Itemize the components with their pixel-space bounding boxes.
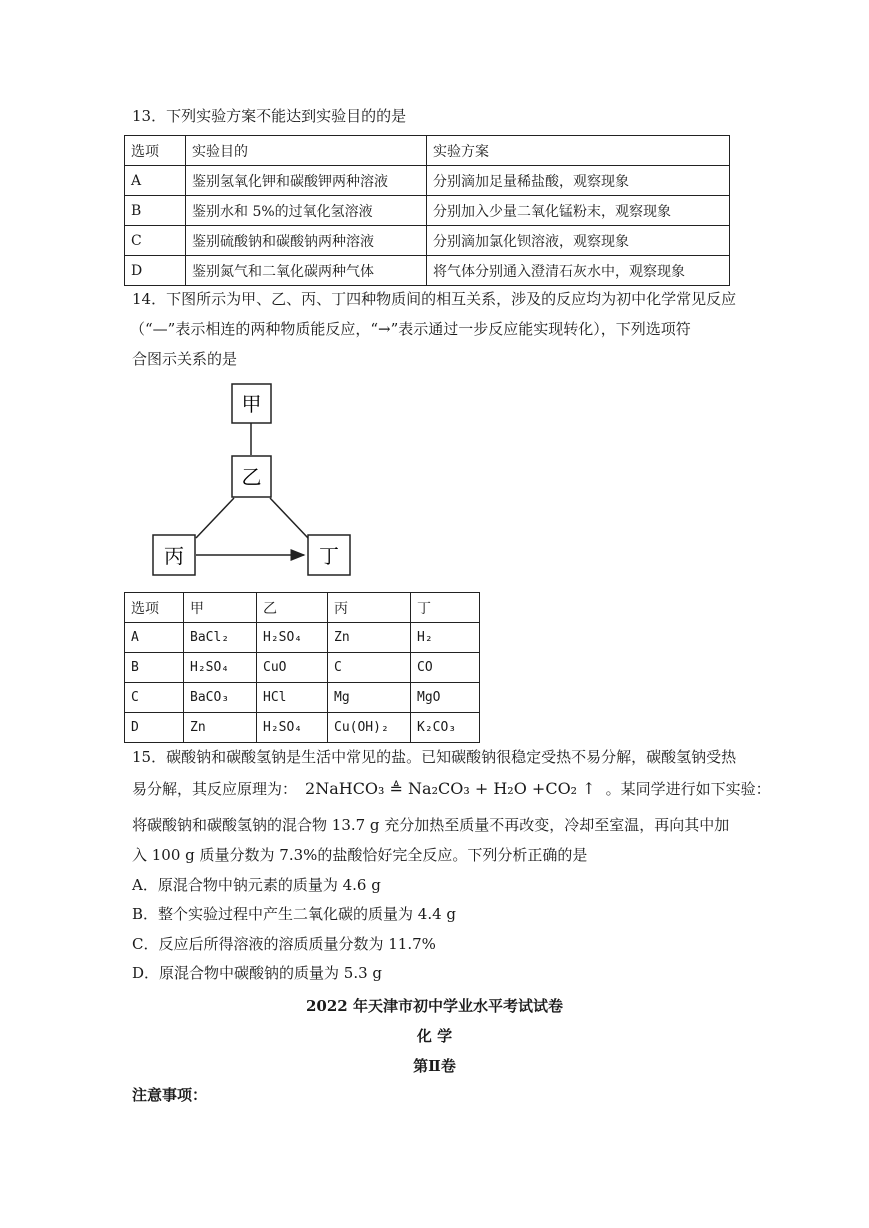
connector-yi-bing	[196, 498, 234, 538]
table-cell: 将气体分别通入澄清石灰水中，观察现象	[427, 256, 730, 286]
q14-line2: （“—”表示相连的两种物质能反应，“→”表示通过一步反应能实现转化），下列选项符	[130, 320, 691, 338]
table-header-cell: 丙	[328, 593, 411, 623]
table-cell: C	[125, 683, 184, 713]
q15-option-b: B．整个实验过程中产生二氧化碳的质量为 4.4 g	[132, 905, 457, 923]
table-cell: B	[125, 653, 184, 683]
table-row	[125, 196, 730, 226]
table-cell: BaCO₃	[184, 683, 257, 713]
reaction-equation: 2NaHCO₃ ≜ Na₂CO₃ + H₂O +CO₂ ↑	[305, 779, 596, 798]
table-cell: H₂SO₄	[257, 623, 328, 653]
table-cell: Zn	[184, 713, 257, 743]
table-cell: HCl	[257, 683, 328, 713]
table-row	[125, 653, 480, 683]
table-cell: 分别滴加氯化钡溶液，观察现象	[427, 226, 730, 256]
q15-line2-pre: 易分解，其反应原理为：	[132, 780, 298, 798]
table-row	[125, 713, 480, 743]
table-cell: D	[125, 713, 184, 743]
table-cell: 鉴别氮气和二氧化碳两种气体	[186, 256, 427, 286]
table-header-row	[125, 136, 730, 166]
table-cell: 鉴别水和 5%的过氧化氢溶液	[186, 196, 427, 226]
q14-table	[124, 592, 480, 743]
table-cell: C	[328, 653, 411, 683]
q13-title: 13．下列实验方案不能达到实验目的的是	[132, 107, 407, 125]
table-header-cell: 选项	[125, 593, 184, 623]
table-header-cell: 实验方案	[427, 136, 730, 166]
table-row	[125, 166, 730, 196]
table-cell: MgO	[411, 683, 480, 713]
table-header-cell: 选项	[125, 136, 186, 166]
table-cell: CuO	[257, 653, 328, 683]
table-cell: CO	[411, 653, 480, 683]
label-yi: 乙	[241, 465, 262, 489]
table-header-row	[125, 593, 480, 623]
table-row	[125, 226, 730, 256]
reaction-diagram	[140, 380, 370, 580]
q14-line1: 14．下图所示为甲、乙、丙、丁四种物质间的相互关系，涉及的反应均为初中化学常见反应	[132, 290, 737, 308]
table-cell: 鉴别氢氧化钾和碳酸钾两种溶液	[186, 166, 427, 196]
table-cell: Cu(OH)₂	[328, 713, 411, 743]
table-header-cell: 甲	[184, 593, 257, 623]
table-cell: BaCl₂	[184, 623, 257, 653]
table-cell: A	[125, 166, 186, 196]
table-cell: C	[125, 226, 186, 256]
table-cell: H₂SO₄	[257, 713, 328, 743]
label-bing: 丙	[164, 544, 184, 568]
table-cell: Zn	[328, 623, 411, 653]
table-cell: 鉴别硫酸钠和碳酸钠两种溶液	[186, 226, 427, 256]
table-header-cell: 实验目的	[186, 136, 427, 166]
table-row	[125, 623, 480, 653]
notice-heading: 注意事项：	[132, 1086, 208, 1104]
q15-line3: 将碳酸钠和碳酸氢钠的混合物 13.7 g 充分加热至质量不再改变，冷却至室温，再向其中加	[132, 816, 730, 834]
q14-line3: 合图示关系的是	[132, 350, 238, 368]
q15-line1: 15．碳酸钠和碳酸氢钠是生活中常见的盐。已知碳酸钠很稳定受热不易分解，碳酸氢钠受热	[132, 748, 737, 766]
table-row	[125, 683, 480, 713]
table-cell: K₂CO₃	[411, 713, 480, 743]
exam-title: 2022 年天津市初中学业水平考试试卷	[306, 997, 563, 1015]
table-row	[125, 256, 730, 286]
q15-option-d: D．原混合物中碳酸钠的质量为 5.3 g	[132, 964, 383, 982]
table-cell: 分别加入少量二氧化锰粉末，观察现象	[427, 196, 730, 226]
connector-yi-ding	[270, 498, 308, 538]
q13-table	[124, 135, 730, 286]
table-cell: A	[125, 623, 184, 653]
table-cell: D	[125, 256, 186, 286]
table-cell: H₂	[411, 623, 480, 653]
table-cell: B	[125, 196, 186, 226]
q15-line4: 入 100 g 质量分数为 7.3%的盐酸恰好完全反应。下列分析正确的是	[132, 846, 588, 864]
label-jia: 甲	[241, 392, 262, 416]
label-ding: 丁	[319, 544, 339, 568]
q15-line2	[132, 779, 771, 799]
table-cell: Mg	[328, 683, 411, 713]
table-header-cell: 乙	[257, 593, 328, 623]
table-cell: H₂SO₄	[184, 653, 257, 683]
table-header-cell: 丁	[411, 593, 480, 623]
q15-line2-post: 。某同学进行如下实验：	[605, 780, 771, 798]
q15-option-a: A．原混合物中钠元素的质量为 4.6 g	[132, 876, 381, 894]
table-cell: 分别滴加足量稀盐酸，观察现象	[427, 166, 730, 196]
q15-option-c: C．反应后所得溶液的溶质质量分数为 11.7%	[132, 935, 436, 953]
volume-title: 第Ⅱ卷	[413, 1057, 456, 1075]
subject-title: 化 学	[416, 1027, 453, 1045]
